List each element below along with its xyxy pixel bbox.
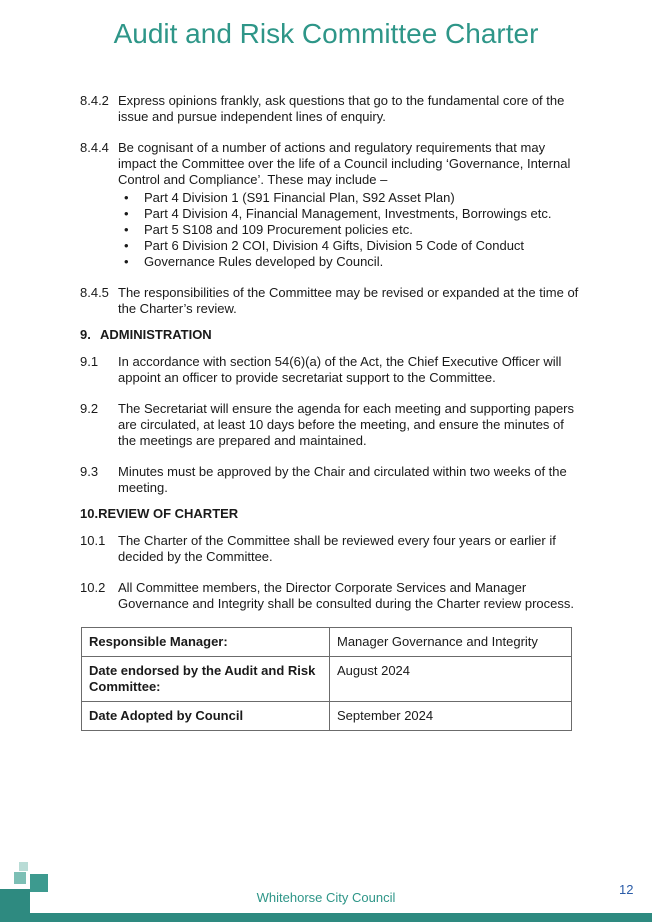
- section-heading-administration: [80, 327, 580, 343]
- clause-10-2: [80, 580, 580, 612]
- table-row: [82, 702, 572, 731]
- clause-number: 8.4.4: [80, 140, 109, 155]
- clause-text: The responsibilities of the Committee may be revised or expanded at the time of the Charter’s review.: [118, 285, 579, 316]
- clause-text: The Charter of the Committee shall be reviewed every four years or earlier if decided by the Committee.: [118, 533, 556, 564]
- clause-text: Minutes must be approved by the Chair and circulated within two weeks of the meeting.: [118, 464, 567, 495]
- table-value: September 2024: [330, 702, 572, 731]
- table-row: [82, 628, 572, 657]
- list-item: • Part 4 Division 1 (S91 Financial Plan, S92 Asset Plan): [118, 190, 580, 206]
- table-label: Date Adopted by Council: [82, 702, 330, 731]
- clause-10-1: [80, 533, 580, 565]
- table-row: [82, 657, 572, 702]
- table-label: Date endorsed by the Audit and Risk Committee:: [82, 657, 330, 702]
- section-title: ADMINISTRATION: [100, 327, 212, 342]
- list-item: • Part 4 Division 4, Financial Management, Investments, Borrowings etc.: [118, 206, 580, 222]
- section-heading-review: [80, 506, 580, 522]
- page-number: 12: [619, 882, 634, 897]
- clause-9-3: [80, 464, 580, 496]
- clause-number: 9.3: [80, 464, 99, 479]
- clause-number: 8.4.2: [80, 93, 109, 108]
- clause-8-4-4: [80, 140, 580, 270]
- clause-9-2: [80, 401, 580, 449]
- list-item: • Part 5 S108 and 109 Procurement policies etc.: [118, 222, 580, 238]
- clause-8-4-2: [80, 93, 580, 125]
- clause-text: Express opinions frankly, ask questions that go to the fundamental core of the issue and pursue independent lines of enquiry.: [118, 93, 565, 124]
- clause-number: 10.1: [80, 533, 106, 548]
- clause-number: 8.4.5: [80, 285, 109, 300]
- document-body: [80, 93, 580, 627]
- section-title: REVIEW OF CHARTER: [98, 506, 239, 521]
- bullet-list: [118, 190, 580, 270]
- list-item: • Governance Rules developed by Council.: [118, 254, 580, 270]
- clause-text: Be cognisant of a number of actions and regulatory requirements that may impact the Committee over the life of a Council including ‘Governance, Internal Control and Compliance’. These may include –: [118, 140, 571, 187]
- clause-number: 9.2: [80, 401, 99, 416]
- clause-number: 10.2: [80, 580, 106, 595]
- table-label: Responsible Manager:: [82, 628, 330, 657]
- clause-text: In accordance with section 54(6)(a) of the Act, the Chief Executive Officer will appoint an officer to provide secretariat support to the Committee.: [118, 354, 562, 385]
- clause-text: The Secretariat will ensure the agenda for each meeting and supporting papers are circulated, at least 10 days before the meeting, and ensure the minutes of the meetings are prepared and maintained.: [118, 401, 575, 448]
- table-value: August 2024: [330, 657, 572, 702]
- table-value: Manager Governance and Integrity: [330, 628, 572, 657]
- footer-organisation: Whitehorse City Council: [256, 890, 396, 905]
- page-title: Audit and Risk Committee Charter: [113, 18, 539, 49]
- list-item: • Part 6 Division 2 COI, Division 4 Gifts, Division 5 Code of Conduct: [118, 238, 580, 254]
- footer-bar: [0, 913, 652, 922]
- approval-table: [81, 627, 572, 731]
- clause-9-1: [80, 354, 580, 386]
- clause-text: All Committee members, the Director Corporate Services and Manager Governance and Integrity shall be consulted during the Charter review process.: [118, 580, 574, 611]
- section-number: 9.: [80, 327, 91, 342]
- clause-8-4-5: [80, 285, 580, 317]
- clause-number: 9.1: [80, 354, 99, 369]
- section-number: 10.: [80, 506, 99, 521]
